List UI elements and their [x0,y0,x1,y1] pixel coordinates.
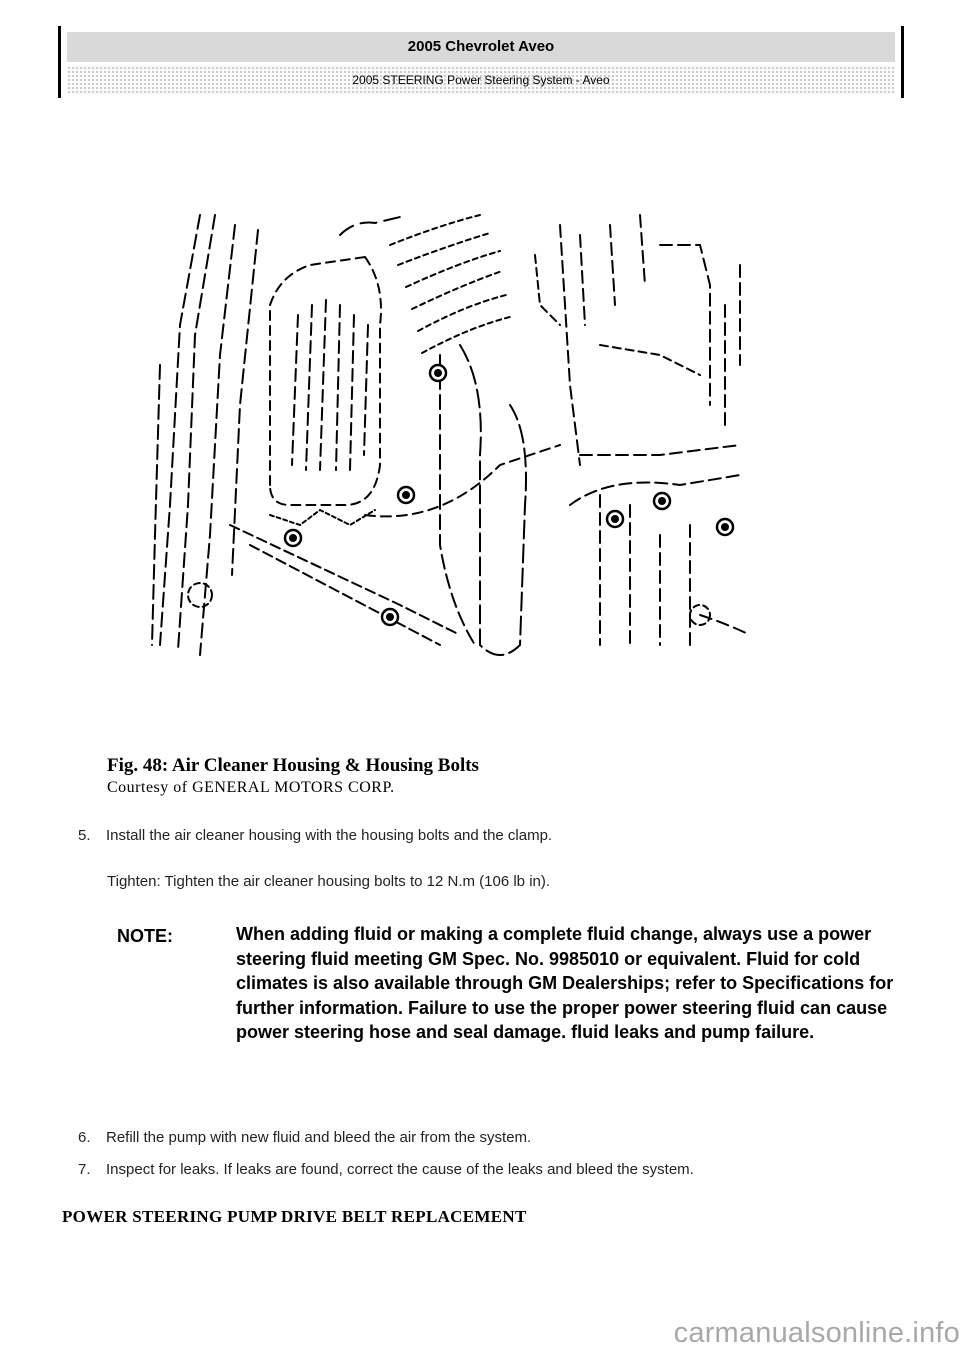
air-cleaner-housing-illustration [140,205,760,675]
header-title: 2005 Chevrolet Aveo [67,32,895,62]
figure-caption-title: Fig. 48: Air Cleaner Housing & Housing Bolts [107,755,479,776]
step-text: Refill the pump with new fluid and bleed the air from the system. [106,1129,532,1146]
step-text: Inspect for leaks. If leaks are found, correct the cause of the leaks and bleed the system. [106,1161,694,1178]
step-number: 7. [78,1161,91,1178]
tighten-instruction: Tighten: Tighten the air cleaner housing bolts to 12 N.m (106 lb in). [107,873,551,890]
header-subtitle: 2005 STEERING Power Steering System - Aveo [67,66,895,94]
note-label: NOTE: [117,926,173,946]
figure-caption [107,755,479,797]
note-text: When adding fluid or making a complete fluid change, always use a power steering fluid meeting GM Spec. No. 9985010 or equivalent. Fluid for cold climates is also available through GM Dealerships; refer to Specifications for further information. Failure to use the proper power steering fluid can cause power steering hose and seal damage. fluid leaks and pump failure. [236,924,894,1042]
step-number: 5. [78,827,91,844]
figure-caption-credit: Courtesy of GENERAL MOTORS CORP. [107,779,395,796]
site-watermark[interactable]: carmanualsonline.info [673,1317,960,1349]
step-number: 6. [78,1129,91,1146]
section-heading: POWER STEERING PUMP DRIVE BELT REPLACEMENT [62,1207,527,1226]
document-header [58,26,904,98]
step-text: Install the air cleaner housing with the housing bolts and the clamp. [106,827,553,844]
